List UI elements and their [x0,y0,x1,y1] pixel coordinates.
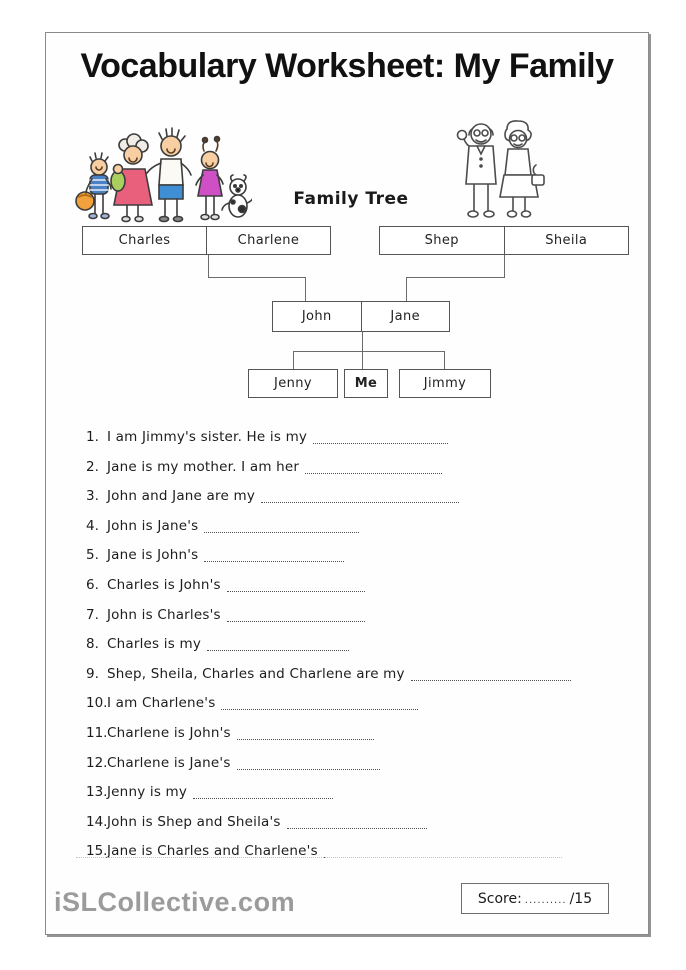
worksheet-page [45,32,649,935]
question-number: 7. [86,606,99,623]
question-row [86,607,626,637]
question-text: Charlene is Jane's [107,754,231,771]
score-box [461,883,609,914]
question-row [86,488,626,518]
tree-box-jenny [248,369,338,398]
tree-connector-line [305,277,306,301]
footer-divider [76,857,562,858]
answer-blank[interactable] [287,816,427,829]
tree-box-jimmy [399,369,491,398]
tree-connector-line [293,351,445,352]
question-number: 14. [86,813,108,830]
question-row [86,666,626,696]
tree-cell-john: John [301,309,332,324]
answer-blank[interactable] [237,757,380,770]
question-row [86,814,626,844]
tree-connector-line [208,255,209,278]
answer-blank[interactable] [261,490,459,503]
answer-blank[interactable] [204,549,344,562]
question-number: 6. [86,576,99,593]
answer-blank[interactable] [305,461,442,474]
tree-cell-jenny: Jenny [273,376,312,391]
question-text: Jane is John's [107,547,199,564]
tree-cell-charlene: Charlene [206,227,330,254]
question-number: 3. [86,488,99,505]
score-label: Score: [477,890,522,907]
answer-blank[interactable] [193,786,333,799]
grandparents-icon [452,113,548,223]
tree-cell-shep: Shep [424,233,459,248]
question-row [86,784,626,814]
question-number: 4. [86,517,99,534]
answer-blank[interactable] [227,609,365,622]
tree-connector-line [208,277,306,278]
tree-connector-line [504,255,505,278]
tree-connector-line [362,332,363,351]
tree-cell-charles: Charles [118,233,171,248]
question-number: 2. [86,458,99,475]
tree-connector-line [444,351,445,369]
answer-blank[interactable] [221,697,418,710]
question-row [86,547,626,577]
tree-box-parents [272,301,450,332]
answer-blank[interactable] [227,579,365,592]
tree-connector-line [406,277,505,278]
tree-connector-line [406,277,407,301]
answer-blank[interactable] [313,431,448,444]
question-text: John is Jane's [107,517,199,534]
tree-cell-sheila: Sheila [504,227,629,254]
grandparents-illustration [452,113,548,223]
question-row [86,755,626,785]
islcollective-watermark: iSLCollective.com [54,887,296,917]
family-doodle-icon [72,113,252,227]
question-number: 13. [86,784,108,801]
question-text: Charles is John's [107,576,221,593]
question-row [86,725,626,755]
question-row [86,429,626,459]
question-text: I am Jimmy's sister. He is my [107,429,308,445]
question-text: Jane is my mother. I am her [107,458,300,475]
question-number: 11. [86,724,108,741]
score-blank[interactable]: .......... [524,895,567,906]
page-title: Vocabulary Worksheet: My Family [80,47,614,85]
question-row [86,695,626,725]
question-number: 1. [86,429,99,445]
tree-box-me [344,369,388,398]
tree-connector-line [362,351,363,369]
score-total: /15 [569,890,593,907]
question-row [86,843,626,873]
question-number: 8. [86,636,99,653]
answer-blank[interactable] [411,668,571,681]
question-number: 5. [86,547,99,564]
question-row [86,518,626,548]
question-text: I am Charlene's [107,695,216,712]
tree-connector-line [293,351,294,369]
tree-box-paternal-grandparents [82,226,331,255]
tree-cell-jane: Jane [361,302,450,331]
family-tree-heading: Family Tree [293,189,409,209]
question-text: John is Charles's [107,606,221,623]
answer-blank[interactable] [204,520,359,533]
question-number: 15. [86,843,108,860]
family-doodle-illustration [72,113,252,227]
tree-cell-jimmy: Jimmy [423,376,467,391]
tree-box-maternal-grandparents [379,226,629,255]
questions-list [86,429,626,873]
question-text: John is Shep and Sheila's [107,813,281,830]
question-text: John and Jane are my [107,488,256,505]
question-text: Charles is my [107,636,202,653]
answer-blank[interactable] [207,638,349,651]
question-text: Jenny is my [107,784,188,801]
tree-cell-me: Me [354,376,378,391]
question-text: Charlene is John's [107,724,231,741]
answer-blank[interactable] [237,727,374,740]
question-number: 12. [86,754,108,771]
question-row [86,577,626,607]
question-text: Jane is Charles and Charlene's [107,843,318,860]
question-number: 9. [86,665,99,682]
question-row [86,636,626,666]
question-text: Shep, Sheila, Charles and Charlene are my [107,665,405,682]
question-number: 10. [86,695,108,712]
question-row [86,459,626,489]
